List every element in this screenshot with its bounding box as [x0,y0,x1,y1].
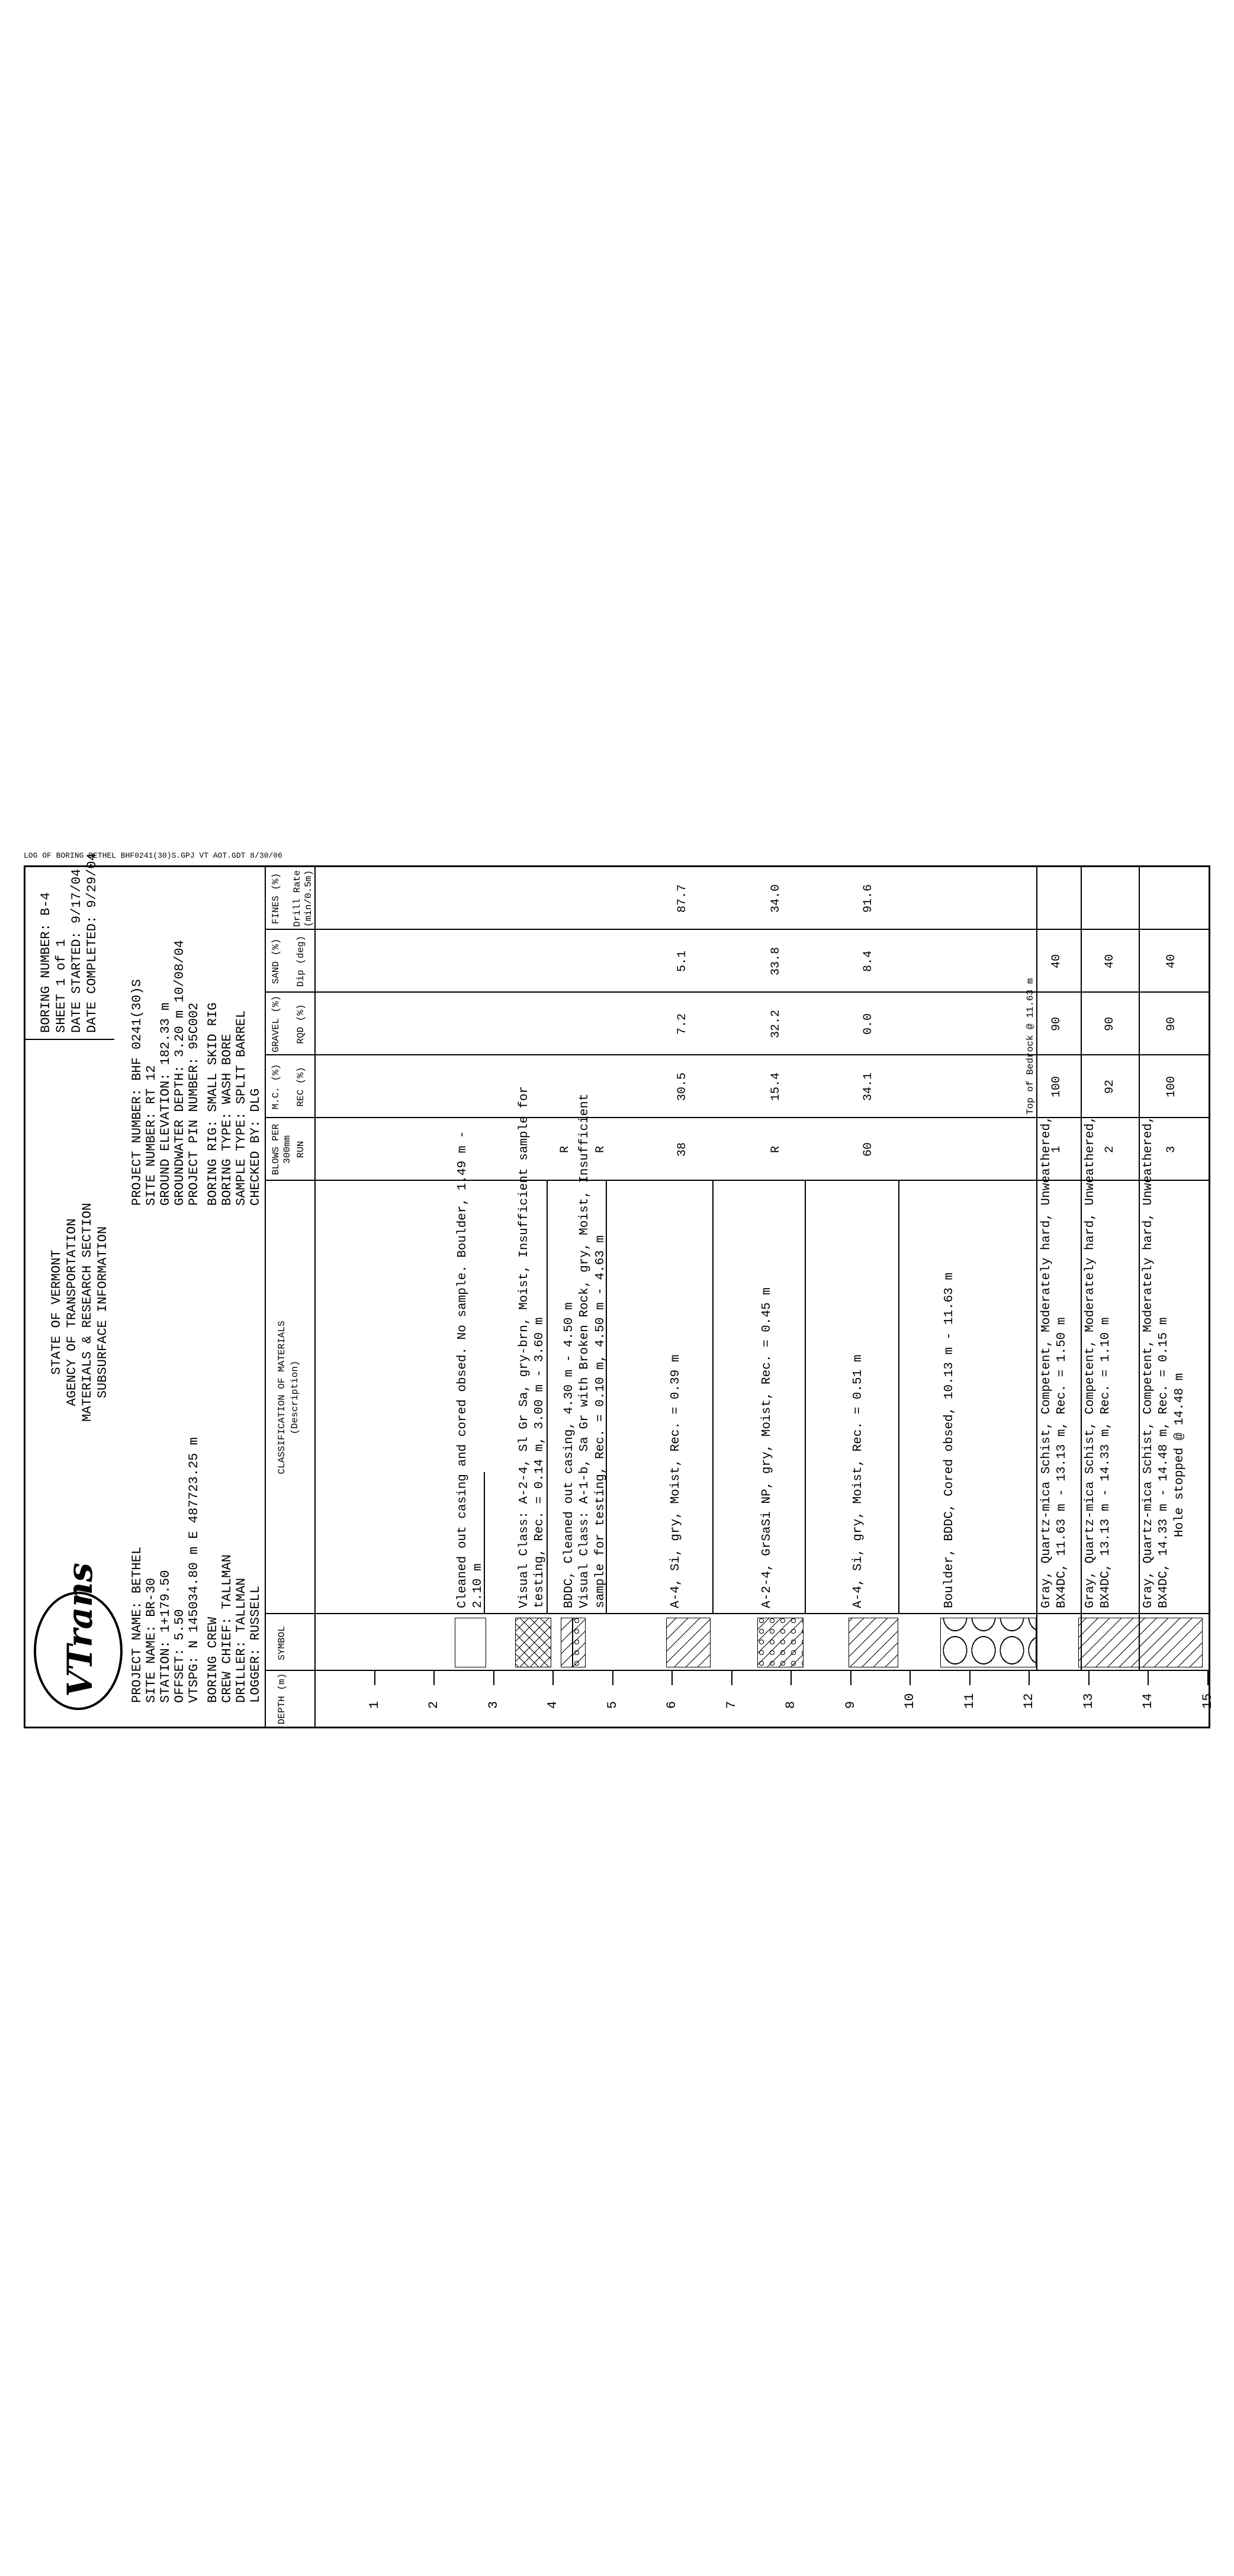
col-depth: DEPTH (m) [277,1673,287,1725]
row-4-fines: 34.0 [769,884,783,913]
row-8-rec: 100 [1165,1076,1178,1098]
col-drill-rate: Drill Rate (min/0.5m) [292,870,314,928]
boring-type: BORING TYPE: WASH BORE [220,1033,234,1206]
row-3-mc: 30.5 [676,1073,689,1102]
depth-tick [493,1671,494,1685]
logger: LOGGER: RUSSELL [248,1585,263,1703]
depth-tick [671,1671,673,1685]
row-8-dip: 40 [1165,954,1178,969]
project-pin: PROJECT PIN NUMBER: 95C002 [187,1002,201,1206]
row-5-blows: 60 [862,1142,875,1157]
row-5-fines: 91.6 [862,884,875,913]
col-rqd: RQD (%) [295,1004,306,1044]
col-description: (Description) [290,1360,300,1435]
site-number: SITE NUMBER: RT 12 [144,1065,159,1206]
row-8-run: 3 [1165,1146,1178,1154]
symbol-broken-rock [573,1618,586,1667]
depth-tick-label: 6 [664,1701,679,1709]
depth-tick [790,1671,792,1685]
groundwater-depth: GROUNDWATER DEPTH: 3.20 m 10/08/04 [172,940,187,1206]
symbol-grsasi [757,1618,804,1667]
depth-tick-label: 3 [486,1701,501,1709]
col-run: RUN [295,1141,306,1158]
row-5-gravel: 0.0 [862,1013,875,1035]
boring-crew: BORING CREW [205,1617,220,1703]
row-3-blows: 38 [676,1142,689,1157]
depth-tick-label: 2 [426,1701,441,1709]
layer-2-description: Visual Class: A-2-4, Sl Gr Sa, gry-brn, Moist, Insufficient sample for testing, Rec. = 0.14 m, 3.00 m - 3.60 m [518,1086,547,1608]
layer-4-description: A-4, Si, gry, Moist, Rec. = 0.39 m [669,1354,683,1608]
row-7-run: 2 [1103,1146,1117,1154]
depth-tick [1207,1671,1209,1685]
layer-3-description: BDDC, Cleaned out casing, 4.30 m - 4.50 m Visual Class: A-1-b, Sa Gr with Broken Rock, gry, Moist, Insufficient sample for testing, Rec. = 0.10 m, 4.50 m - 4.63 m [563,1093,608,1608]
depth-tick-label: 10 [902,1693,917,1709]
depth-tick-label: 8 [783,1701,798,1709]
depth-tick-label: 9 [843,1701,858,1709]
symbol-boulder-1 [455,1618,486,1667]
layer-5-description: A-2-4, GrSaSi NP, gry, Moist, Rec. = 0.45 m [760,1287,774,1608]
boring-number: BORING NUMBER: B-4 [38,892,53,1033]
col-symbol: SYMBOL [277,1626,287,1660]
vtrans-logo [34,1563,123,1710]
row-4-sand: 33.8 [769,947,783,976]
depth-tick [1148,1671,1149,1685]
col-classification: CLASSIFICATION OF MATERIALS [277,1321,287,1474]
row-2-blows: R [594,1146,608,1154]
layer-8-description: Gray, Quartz-mica Schist, Competent, Moderately hard, Unweathered, BX4DC, 11.63 m - 13.13 m, Rec. = 1.50 m [1040,1116,1069,1608]
depth-tick [731,1671,732,1685]
row-8-rqd: 90 [1165,1017,1178,1032]
crew-chief: CREW CHIEF: TALLMAN [220,1554,234,1703]
row-4-gravel: 32.2 [769,1010,783,1039]
depth-tick-label: 14 [1140,1693,1155,1709]
col-fines: FINES (%) [271,872,281,925]
date-completed: DATE COMPLETED: 9/29/04 [85,853,99,1033]
layer-7-description: Boulder, BDDC, Cored obsed, 10.13 m - 11.63 m [943,1272,956,1608]
row-7-rqd: 90 [1103,1017,1117,1032]
layer-1-description: Cleaned out casing and cored obsed. No sample. Boulder, 1.49 m - 2.10 m [456,1131,486,1608]
row-1-blows: R [558,1146,572,1154]
subsurface-title: SUBSURFACE INFORMATION [95,1226,110,1399]
layer-6-description: A-4, Si, gry, Moist, Rec. = 0.51 m [851,1354,865,1608]
symbol-boulder-2 [940,1618,1036,1667]
layer-10-description: Gray, Quartz-mica Schist, Competent, Moderately hard, Unweathered, BX4DC, 14.33 m - 14.48 m, Rec. = 0.15 m Hole stopped @ 14.48 m [1142,1116,1187,1608]
row-6-rec: 100 [1050,1076,1063,1098]
row-6-run: 1 [1050,1146,1063,1154]
depth-tick [433,1671,435,1685]
depth-tick [612,1671,613,1685]
depth-tick [910,1671,911,1685]
depth-tick [850,1671,851,1685]
row-6-dip: 40 [1050,954,1063,969]
boring-rig: BORING RIG: SMALL SKID RIG [205,1002,220,1206]
row-5-sand: 8.4 [862,951,875,973]
site-name: SITE NAME: BR-30 [144,1577,159,1703]
depth-tick-label: 4 [545,1701,560,1709]
row-5-mc: 34.1 [862,1073,875,1102]
row-3-fines: 87.7 [676,884,689,913]
depth-tick-label: 15 [1200,1693,1215,1709]
symbol-silt-2 [849,1618,898,1667]
col-gravel: GRAVEL (%) [271,996,281,1053]
logo-text: VTrans [60,1563,100,1697]
symbol-sandy-gravel [515,1618,551,1667]
agency-title: AGENCY OF TRANSPORTATION [65,1218,79,1406]
depth-tick [552,1671,554,1685]
depth-tick-label: 1 [367,1701,382,1709]
layer-9-description: Gray, Quartz-mica Schist, Competent, Moderately hard, Unweathered, BX4DC, 13.13 m - 14.33 m, Rec. = 1.10 m [1084,1116,1113,1608]
symbol-schist [1078,1618,1203,1667]
col-blows: BLOWS PER 300mm [271,1123,293,1176]
sample-type: SAMPLE TYPE: SPLIT BARREL [234,1010,249,1206]
row-6-rqd: 90 [1050,1017,1063,1032]
depth-tick-label: 12 [1021,1693,1036,1709]
footer-filename: LOG OF BORING BETHEL BHF0241(30)S.GPJ VT AOT.GDT 8/30/06 [24,851,282,860]
station: STATION: 1+179.50 [158,1570,173,1703]
depth-tick [969,1671,971,1685]
col-rec: REC (%) [295,1067,306,1107]
symbol-silt-1 [666,1618,711,1667]
state-title: STATE OF VERMONT [49,1250,64,1375]
depth-tick [1029,1671,1030,1685]
section-title: MATERIALS & RESEARCH SECTION [80,1203,95,1422]
row-3-gravel: 7.2 [676,1013,689,1035]
ground-elevation: GROUND ELEVATION: 182.33 m [158,1002,173,1206]
col-sand: SAND (%) [271,938,281,984]
depth-tick-label: 7 [724,1701,739,1709]
row-4-mc: 15.4 [769,1073,783,1102]
vtspg: VTSPG: N 145034.80 m E 487723.25 m [187,1437,201,1703]
date-started: DATE STARTED: 9/17/04 [69,868,84,1033]
col-mc: M.C. (%) [271,1064,281,1110]
depth-tick [374,1671,375,1685]
depth-tick [1088,1671,1090,1685]
row-4-blows: R [769,1146,783,1154]
depth-tick-label: 11 [962,1693,977,1709]
row-7-dip: 40 [1103,954,1117,969]
offset: OFFSET: 5.50 [172,1609,187,1703]
project-number: PROJECT NUMBER: BHF 0241(30)S [130,979,144,1206]
driller: DRILLER: TALLMAN [234,1577,249,1703]
top-of-bedrock: Top of Bedrock @ 11.63 m [1025,978,1036,1115]
row-3-sand: 5.1 [676,951,689,973]
sheet-number: SHEET 1 of 1 [54,939,69,1033]
col-dip: Dip (deg) [295,935,306,987]
symbol-bddc [561,1618,573,1667]
row-7-rec: 92 [1103,1080,1117,1094]
depth-tick-label: 13 [1081,1693,1096,1709]
project-name: PROJECT NAME: BETHEL [130,1546,144,1703]
depth-tick-label: 5 [605,1701,620,1709]
checked-by: CHECKED BY: DLG [248,1088,263,1206]
